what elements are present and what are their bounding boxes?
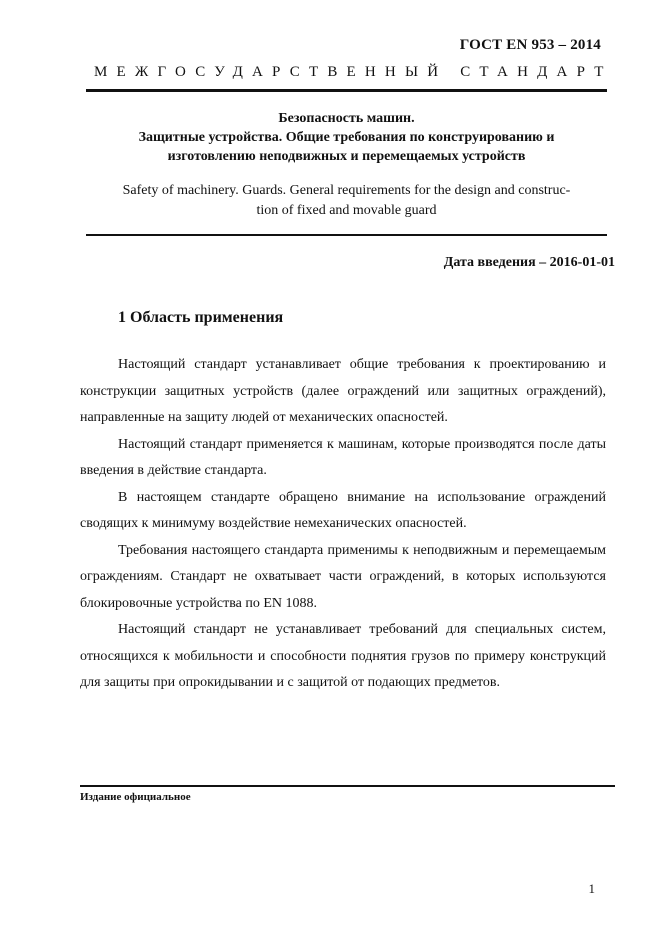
- title-divider: [86, 234, 607, 236]
- section-title: 1 Область применения: [118, 309, 284, 326]
- footer-divider: [80, 785, 615, 787]
- paragraph: Требования настоящего стандарта применимы к неподвижным и перемещаемым ограждениям. Стандарт не охватывает части ограждений, в которых используются блокировочные устройства по EN 1088.: [80, 542, 606, 611]
- title-ru-line-3: изготовлению неподвижных и перемещаемых устройств: [167, 149, 526, 164]
- paragraph: Настоящий стандарт не устанавливает требований для специальных систем, относящихся к мобильности и способности поднятия грузов по примеру конструкций для защиты при опрокидывании и с защитой от подающих предметов.: [80, 622, 606, 690]
- paragraph: Настоящий стандарт устанавливает общие требования к проектированию и конструкции защитных устройств (далее ограждений или защитных ограждений), направленные на защиту людей от механических опасностей.: [80, 357, 606, 425]
- introduction-date: Дата введения – 2016-01-01: [443, 255, 615, 270]
- title-en-line-1: Safety of machinery. Guards. General requirements for the design and construc-: [122, 183, 571, 198]
- paragraph: Настоящий стандарт применяется к машинам, которые производятся после даты введения в действие стандарта.: [80, 436, 606, 478]
- title-ru-line-1: Безопасность машин.: [278, 111, 415, 126]
- section-body: [80, 352, 606, 697]
- title-english: [86, 181, 607, 221]
- title-russian: [86, 109, 607, 166]
- title-en-line-2: tion of fixed and movable guard: [256, 203, 437, 218]
- paragraph: В настоящем стандарте обращено внимание на использование ограждений сводящих к минимуму воздействие немеханических опасностей.: [80, 489, 606, 531]
- document-code: ГОСТ EN 953 – 2014: [459, 37, 601, 53]
- title-ru-line-2: Защитные устройства. Общие требования по конструированию и: [138, 130, 555, 145]
- standard-type: МЕЖГОСУДАРСТВЕННЫЙ СТАНДАРТ: [94, 64, 613, 80]
- edition-label: Издание официальное: [80, 791, 191, 803]
- header-divider: [86, 89, 607, 92]
- page-number: 1: [588, 881, 595, 896]
